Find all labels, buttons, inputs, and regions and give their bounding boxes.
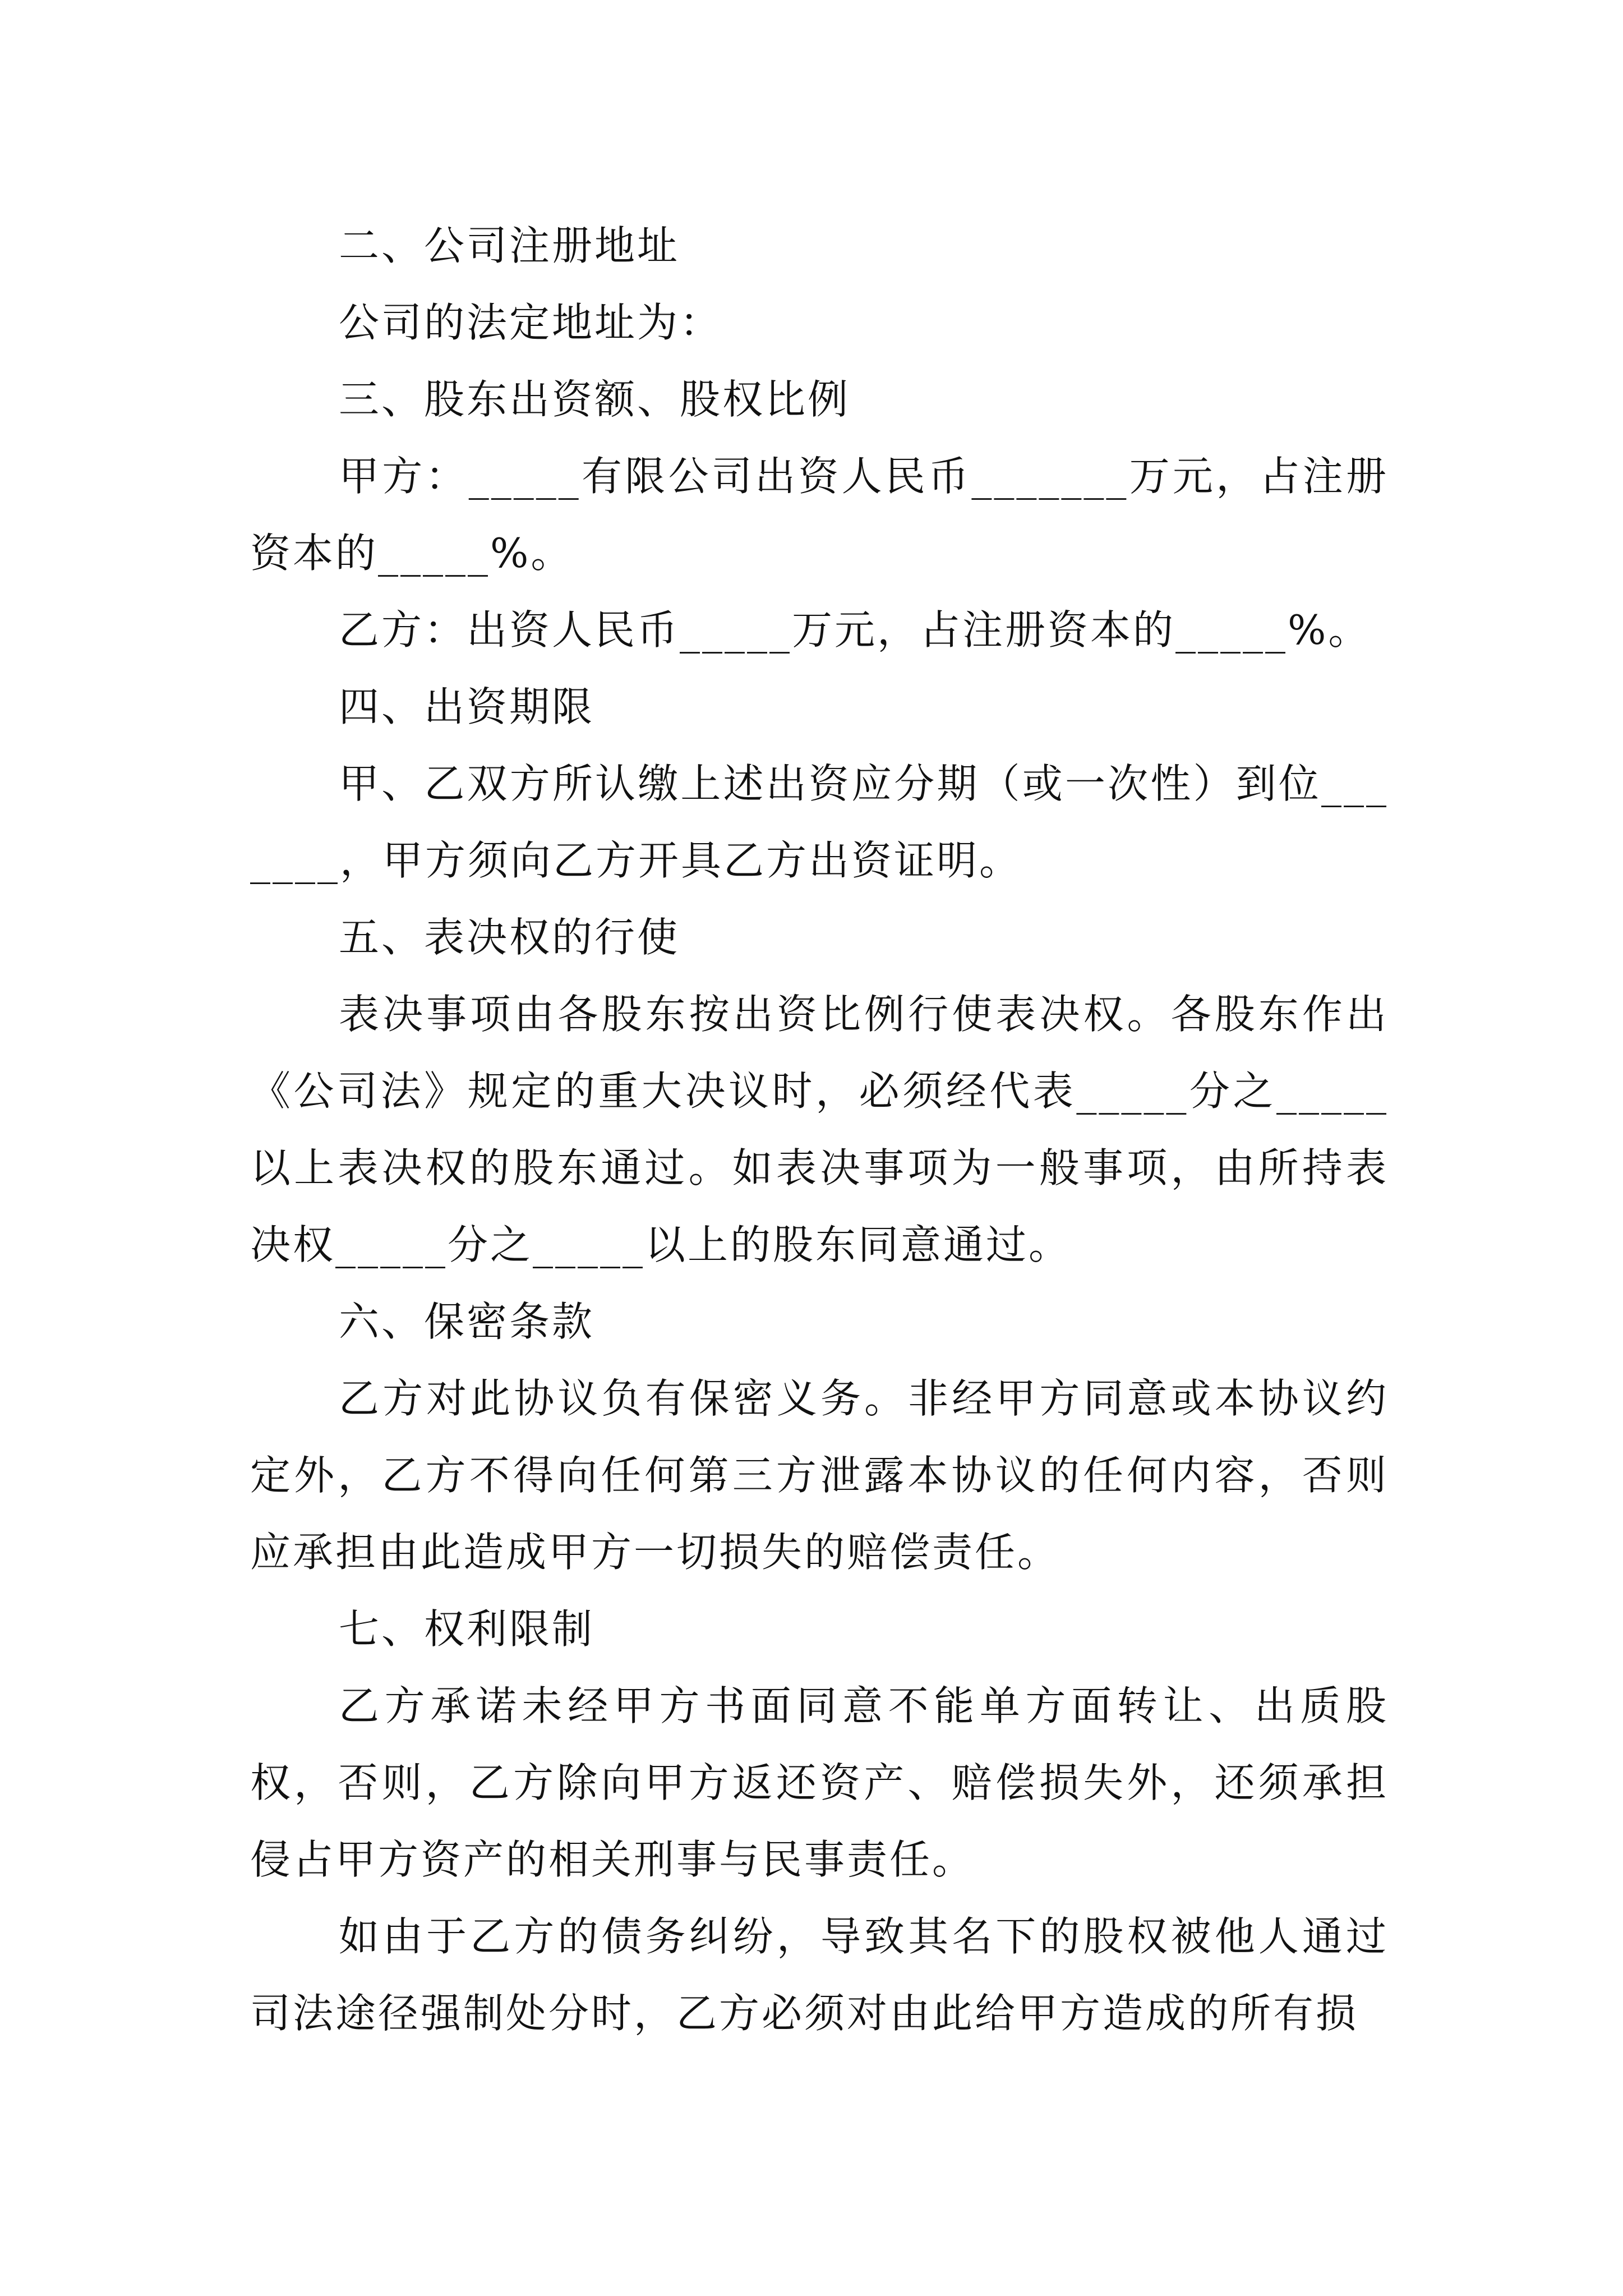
section-heading-registered-address: 二、公司注册地址 — [339, 222, 680, 269]
section-heading-capital-contribution: 三、股东出资额、股权比例 — [339, 376, 851, 423]
paragraph-party-a-contribution: 甲方：_____有限公司出资人民币_______万元，占注册资本的_____%。 — [250, 453, 1389, 577]
paragraph-rights-restriction: 乙方承诺未经甲方书面同意不能单方面转让、出质股权，否则，乙方除向甲方返还资产、赔偿损失外，还须承担侵占甲方资产的相关刑事与民事责任。 — [250, 1682, 1389, 1883]
paragraph-legal-address: 公司的法定地址为： — [339, 299, 723, 346]
section-heading-confidentiality: 六、保密条款 — [339, 1298, 595, 1345]
paragraph-voting-rights: 表决事项由各股东按出资比例行使表决权。各股东作出《公司法》规定的重大决议时，必须经代表_____分之_____以上表决权的股东通过。如表决事项为一般事项，由所持表决权_____分之_____以上的股东同意通过。 — [250, 991, 1389, 1268]
section-heading-contribution-period: 四、出资期限 — [339, 683, 595, 730]
paragraph-confidentiality: 乙方对此协议负有保密义务。非经甲方同意或本协议约定外，乙方不得向任何第三方泄露本协议的任何内容，否则应承担由此造成甲方一切损失的赔偿责任。 — [250, 1375, 1389, 1576]
paragraph-party-b-contribution: 乙方：出资人民币_____万元，占注册资本的_____%。 — [339, 606, 1371, 654]
section-heading-voting-rights: 五、表决权的行使 — [339, 914, 680, 961]
section-heading-rights-restriction: 七、权利限制 — [339, 1605, 595, 1653]
paragraph-debt-dispute: 如由于乙方的债务纠纷，导致其名下的股权被他人通过司法途径强制处分时，乙方必须对由此给甲方造成的所有损 — [250, 1913, 1389, 2037]
document-body — [250, 208, 1389, 2052]
paragraph-contribution-period: 甲、乙双方所认缴上述出资应分期（或一次性）到位_______，甲方须向乙方开具乙方出资证明。 — [250, 760, 1389, 884]
